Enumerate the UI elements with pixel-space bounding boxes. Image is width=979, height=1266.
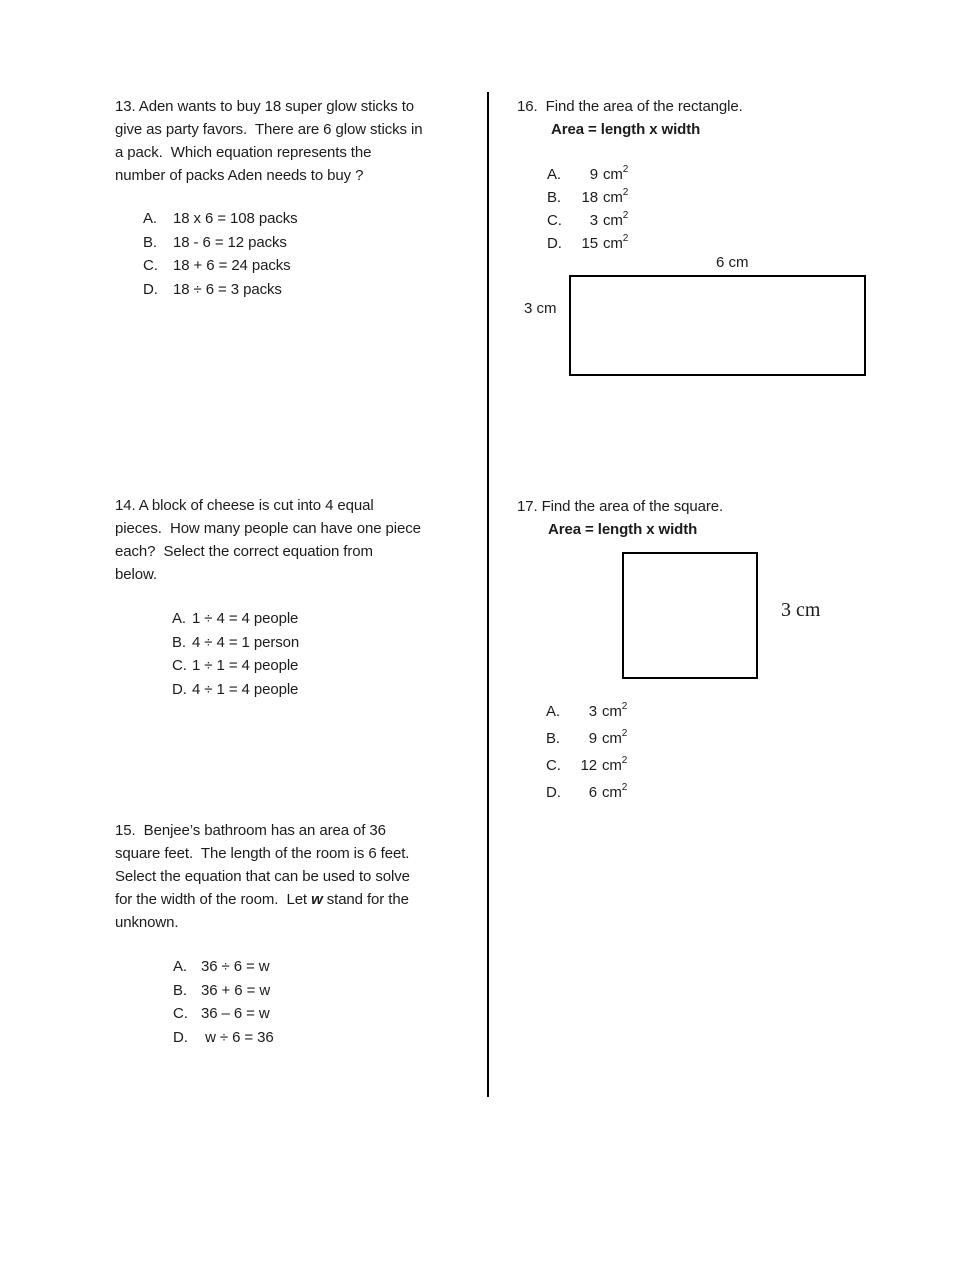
option-row <box>143 254 298 278</box>
option-row <box>143 207 298 231</box>
option-letter: C. <box>173 1005 188 1022</box>
question-16-title: 16. Find the area of the rectangle. <box>517 98 743 115</box>
option-row <box>546 725 627 752</box>
option-unit: cm <box>602 703 622 720</box>
rectangle-diagram <box>569 275 866 376</box>
option-letter: D. <box>546 784 561 801</box>
option-letter: A. <box>547 166 561 183</box>
option-row <box>143 231 298 255</box>
option-text: 36 ÷ 6 = w <box>201 958 270 975</box>
option-row <box>547 209 628 232</box>
option-unit: cm <box>603 235 623 252</box>
option-letter: D. <box>547 235 562 252</box>
option-letter: B. <box>546 730 560 747</box>
option-letter: C. <box>547 212 562 229</box>
option-unit: cm <box>603 212 623 229</box>
superscript-2: 2 <box>622 233 629 244</box>
option-unit: cm <box>602 757 622 774</box>
option-row <box>172 631 299 655</box>
option-letter: C. <box>172 657 187 674</box>
question-13-options <box>143 207 298 301</box>
option-value: 12 <box>580 757 597 774</box>
question-16-formula: Area = length x width <box>551 121 701 138</box>
question-16-options <box>547 163 628 255</box>
option-text: 18 x 6 = 108 packs <box>173 210 298 227</box>
option-value: 6 <box>588 784 597 801</box>
question-text-line: pieces. How many people can have one piece <box>115 520 421 537</box>
question-text-line: Select the equation that can be used to solve <box>115 868 410 885</box>
option-value: 9 <box>589 166 598 183</box>
rectangle-width-label: 6 cm <box>716 254 749 271</box>
superscript-2: 2 <box>622 164 629 175</box>
option-letter: B. <box>172 633 186 651</box>
option-row <box>173 979 274 1003</box>
option-text: 4 ÷ 1 = 4 people <box>192 680 299 698</box>
question-13 <box>115 95 422 187</box>
option-text: 18 ÷ 6 = 3 packs <box>173 280 282 298</box>
option-unit: cm <box>603 166 623 183</box>
text-before-w: for the width of the room. Let <box>115 891 312 908</box>
question-text-line: below. <box>115 566 157 583</box>
question-17-options <box>546 698 627 806</box>
option-letter: B. <box>143 233 157 251</box>
option-value: 18 <box>581 189 598 206</box>
option-letter: A. <box>173 958 187 975</box>
question-15-options <box>173 955 274 1049</box>
variable-w: w <box>311 891 323 908</box>
option-row <box>546 779 627 806</box>
option-row <box>547 232 628 255</box>
option-row <box>173 955 274 979</box>
question-17-title: 17. Find the area of the square. <box>517 498 724 515</box>
option-letter: D. <box>143 280 158 298</box>
option-letter: B. <box>173 981 187 999</box>
question-text-line: 14. A block of cheese is cut into 4 equal <box>115 497 374 514</box>
option-letter: D. <box>173 1028 188 1046</box>
option-letter: A. <box>143 210 157 227</box>
option-row <box>546 752 627 779</box>
option-row <box>172 678 299 702</box>
option-value: 15 <box>581 235 598 252</box>
option-letter: A. <box>546 703 560 720</box>
rectangle-height-label: 3 cm <box>524 300 557 317</box>
option-text: 1 ÷ 4 = 4 people <box>192 610 299 627</box>
option-text: 18 - 6 = 12 packs <box>173 233 287 251</box>
option-unit: cm <box>602 784 622 801</box>
option-row <box>547 163 628 186</box>
option-letter: D. <box>172 680 187 698</box>
option-value: 3 <box>589 212 598 229</box>
option-unit: cm <box>603 189 623 206</box>
option-unit: cm <box>602 730 622 747</box>
text-after-w: stand for the <box>322 891 409 908</box>
option-row <box>172 654 299 678</box>
question-text-line: a pack. Which equation represents the <box>115 144 372 161</box>
option-letter: C. <box>143 257 158 274</box>
superscript-2: 2 <box>621 701 628 712</box>
question-text-line: square feet. The length of the room is 6 feet. <box>115 845 410 862</box>
option-text: 36 – 6 = w <box>201 1005 270 1022</box>
option-text: 36 + 6 = w <box>201 981 271 999</box>
superscript-2: 2 <box>621 728 628 739</box>
option-text: 1 ÷ 1 = 4 people <box>192 657 299 674</box>
superscript-2: 2 <box>621 755 628 766</box>
option-letter: C. <box>546 757 561 774</box>
square-side-label: 3 cm <box>781 599 821 621</box>
question-text-line: unknown. <box>115 914 179 931</box>
column-divider <box>487 92 489 1097</box>
superscript-2: 2 <box>622 210 629 221</box>
option-letter: A. <box>172 610 186 627</box>
option-row <box>173 1002 274 1026</box>
option-value: 9 <box>588 730 597 747</box>
superscript-2: 2 <box>621 782 628 793</box>
option-row <box>172 607 299 631</box>
option-letter: B. <box>547 189 561 206</box>
question-14 <box>115 494 421 586</box>
superscript-2: 2 <box>622 187 629 198</box>
question-text-line: 15. Benjee’s bathroom has an area of 36 <box>115 822 386 839</box>
option-row <box>547 186 628 209</box>
question-text-line: number of packs Aden needs to buy ? <box>115 167 364 184</box>
option-row <box>546 698 627 725</box>
option-row <box>143 278 298 302</box>
question-text-line <box>115 888 410 911</box>
option-text: 18 + 6 = 24 packs <box>173 257 291 274</box>
question-17-formula: Area = length x width <box>548 521 698 538</box>
question-text-line: give as party favors. There are 6 glow sticks in <box>115 121 423 138</box>
question-text-line: 13. Aden wants to buy 18 super glow sticks to <box>115 98 415 115</box>
option-text: 4 ÷ 4 = 1 person <box>192 633 300 651</box>
question-14-options <box>172 607 299 701</box>
question-15 <box>115 819 410 934</box>
square-diagram <box>622 552 758 679</box>
option-value: 3 <box>588 703 597 720</box>
option-row <box>173 1026 274 1050</box>
option-text: w ÷ 6 = 36 <box>201 1028 274 1046</box>
question-text-line: each? Select the correct equation from <box>115 543 373 560</box>
